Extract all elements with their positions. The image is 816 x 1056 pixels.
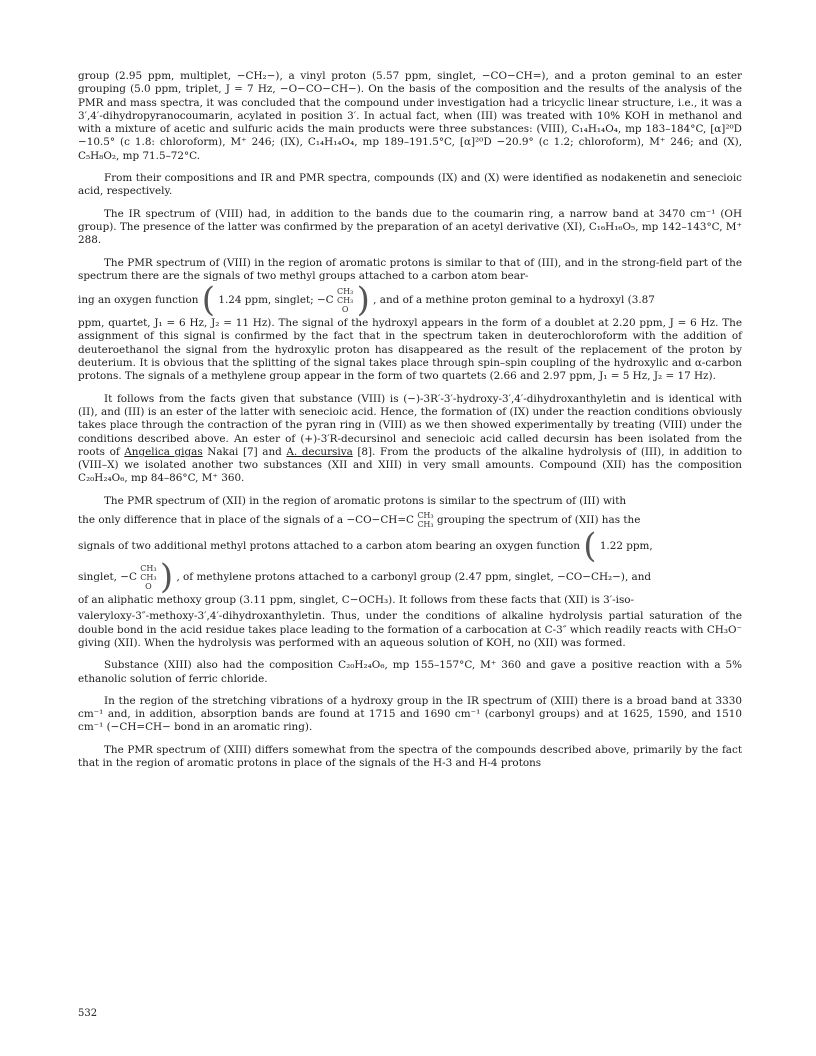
paragraph-6-start: The PMR spectrum of (XII) in the region of aromatic protons is similar to the spectrum of (III) with [104,494,627,507]
formula-line-1 [78,280,742,321]
page-number: 532 [78,1008,98,1019]
text-run: [8]. From the products of the alkaline hydrolysis of (III), in addition to (VIII–X) we isolated another two substances (XII and XIII) in very small amounts. Compound (XII) has the composition C₂₀H₂₄O₆, mp 84–86°C, M⁺ 360. [78,445,743,485]
text-run: Nakai [7] and [207,445,282,458]
paper-page [78,70,742,770]
methyl-label: CH₃ [336,295,354,305]
formula-text: , of methylene protons attached to a carbonyl group (2.47 ppm, singlet, −CO−CH₂−), and [176,571,652,584]
bracket-open: ( [583,526,597,567]
bracket-close: ) [356,280,370,321]
paragraph-1: group (2.95 ppm, multiplet, −CH₂−), a vinyl proton (5.57 ppm, singlet, −CO−CH=), and a proton geminal to an ester grouping (5.0 ppm, triplet, J = 7 Hz, −O−CO−CH−). On the basis of the composition and the results of the analysis of the PMR and mass spectra, it was concluded that the compound under investigation had a tricyclic linear structure, i.e., it was a 3′,4′-dihydropyranocoumarin, acylated in position 3′. In actual fact, when (III) was treated with 10% KOH in methanol and with a mixture of acetic and sulfuric acids the main products were three substances: (VIII), C₁₄H₁₄O₄, mp 183–184°C, [α]²⁰D −10.5° (c 1.8: chloroform), M⁺ 246; (IX), C₁₄H₁₄O₄, mp 189–191.5°C, [α]²⁰D −20.9° (c 1.2; chloroform), M⁺ 246; and (X), C₅H₈O₂, mp 71.5–72°C. [78,70,742,162]
formula-text: −CO−CH=C [346,514,414,527]
methyl-label: CH₃ [417,520,434,530]
bracket-open: ( [201,280,216,321]
species-name: A. decursiva [286,445,353,458]
formula-text: 1.24 ppm, singlet; −C [218,294,334,307]
methoxy-structure: C−OCH₃ [341,594,389,607]
paragraph-9: The PMR spectrum of (XIII) differs somewhat from the spectra of the compounds described above, primarily by the fact that in the region of aromatic protons in place of the signals of the H-3 and H-4 protons [78,743,742,769]
paragraph-5 [78,393,742,486]
formula-text: ). It follows from these facts that (XII) is 3′-iso- [388,594,635,607]
formula-text: , and of a methine proton geminal to a hydroxyl (3.87 [373,294,655,307]
formula-text: grouping the spectrum of (XII) has the [436,514,641,527]
formula-text: of an aliphatic methoxy group (3.11 ppm, singlet, [78,594,339,607]
gem-dimethyl-structure [140,564,156,591]
methyl-label: CH₃ [417,511,434,521]
paragraph-6-end: valeryloxy-3″-methoxy-3′,4′-dihydroxanthyletin. Thus, under the conditions of alkaline hydrolysis partial saturation of the double bond in the acid residue takes place leading to the formation of a carbocation at C-3″ which readily reacts with CH₃O⁻ giving (XII). When the hydrolysis was performed with an aqueous solution of KOH, no (XII) was formed. [78,610,742,649]
text-run: It follows from the facts given that substance (VIII) is (−)-3R′-3′-hydroxy-3′,4′-dihydroxanthyletin and is identical with (II), and (III) is an ester of the latter with senecioic acid. Hence, the formation of (IX) under the reaction conditions obviously takes place through the contraction of the pyran ring in (VIII) as we then showed experimentally by treating (VIII) under the conditions described above. An ester of (+)-3′R-decursinol and senecioic acid called decursin has been isolated from the roots of [78,392,742,458]
dimethyl-structure [417,511,433,529]
paragraph-4-end: ppm, quartet, J₁ = 6 Hz, J₂ = 11 Hz). The signal of the hydroxyl appears in the form of a doublet at 2.20 ppm, J = 6 Hz. The assignment of this signal is confirmed by the fact that in the spectrum taken in deuterochloroform with the addition of deuteroethanol the signal from the hydroxylic proton has disappeared as the result of the replacement of the proton by deuterium. It is obvious that the splitting of the signal takes place through spin–spin coupling of the hydroxylic and α-carbon protons. The signals of a methylene group appear in the form of two quartets (2.66 and 2.97 ppm, J₁ = 5 Hz, J₂ = 17 Hz). [78,317,742,383]
paragraph-4-start: The PMR spectrum of (VIII) in the region of aromatic protons is similar to that of (III), and in the strong-field part of the spectrum there are the signals of two methyl groups attached to a carbon atom bear- [78,256,742,282]
formula-line-4 [78,557,742,598]
methyl-label: CH₃ [140,572,157,582]
species-name: Angelica gigas [124,445,203,458]
methyl-label: CH₃ [140,563,157,573]
formula-text: ing an oxygen function [78,294,199,307]
oxygen-label: O [145,581,152,591]
formula-text: 1.22 ppm, [599,540,653,553]
formula-line-3 [78,526,742,567]
paragraph-8: In the region of the stretching vibrations of a hydroxy group in the IR spectrum of (XIII) there is a broad band at 3330 cm⁻¹ and, in addition, absorption bands are found at 1715 and 1690 cm⁻¹ (carbonyl groups) and at 1625, 1590, and 1510 cm⁻¹ (−CH=CH− bond in an aromatic ring). [78,694,742,734]
formula-text: the only difference that in place of the signals of a [78,514,344,527]
paragraph-2: From their compositions and IR and PMR spectra, compounds (IX) and (X) were identified as nodakenetin and senecioic acid, respectively. [78,172,742,198]
bracket-close: ) [159,557,174,598]
formula-line-2 [78,511,742,529]
gem-dimethyl-structure [337,287,353,314]
paragraph-7: Substance (XIII) also had the composition C₂₀H₂₄O₆, mp 155–157°C, M⁺ 360 and gave a positive reaction with a 5% ethanolic solution of ferric chloride. [78,659,742,685]
methyl-label: CH₃ [336,286,354,296]
paragraph-3: The IR spectrum of (VIII) had, in addition to the bands due to the coumarin ring, a narrow band at 3470 cm⁻¹ (OH group). The presence of the latter was confirmed by the preparation of an acetyl derivative (XI), C₁₆H₁₆O₅, mp 142–143°C, M⁺ 288. [78,207,742,247]
formula-text: signals of two additional methyl protons attached to a carbon atom bearing an oxygen function [78,540,580,553]
formula-line-5 [78,594,742,607]
formula-text: singlet, −C [78,571,137,584]
oxygen-label: O [341,304,349,314]
